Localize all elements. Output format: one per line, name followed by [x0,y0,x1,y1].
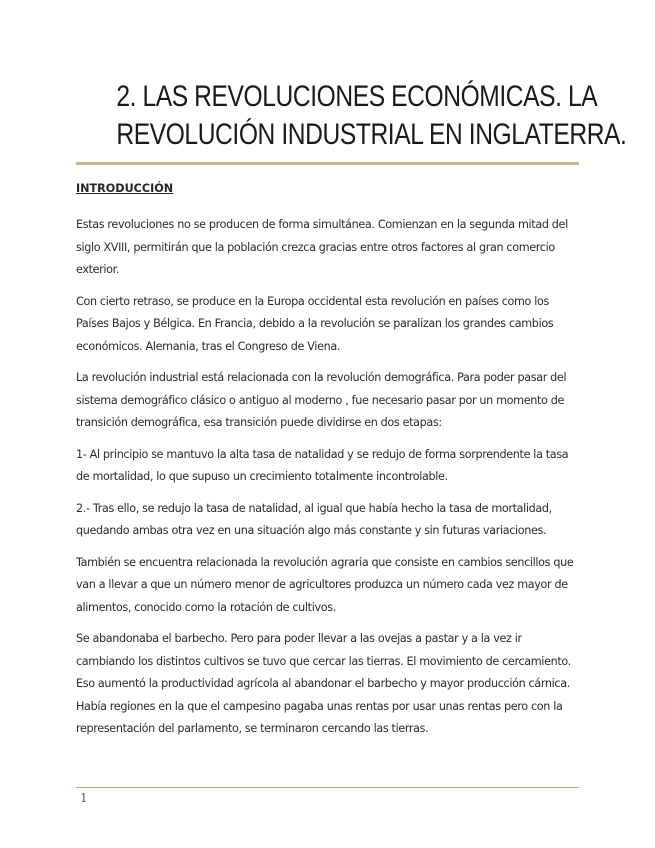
paragraph-1: Estas revoluciones no se producen de forma simultánea. Comienzan en la segunda mitad del siglo XVIII, permitirán que la población crezca gracias entre otros factores al gran comercio exterior. [76,218,568,276]
title-divider [76,162,579,165]
paragraph-3: La revolución industrial está relacionada con la revolución demográfica. Para poder pasar del sistema demográfico clásico o antiguo al moderno , fue necesario pasar por un momento de transición demográfica, esa transición puede dividirse en dos etapas: [76,371,567,429]
paragraph-5: 2.- Tras ello, se redujo la tasa de natalidad, al igual que había hecho la tasa de mortalidad, quedando ambas otra vez en una situación algo más constante y sin futuras variaciones. [76,501,552,537]
section-heading: INTRODUCCIÓN [76,182,174,195]
paragraph-4: 1- Al principio se mantuvo la alta tasa de natalidad y se redujo de forma sorprendente la tasa de mortalidad, lo que supuso un crecimiento totalmente incontrolable. [76,447,569,483]
paragraph-2: Con cierto retraso, se produce en la Europa occidental esta revolución en países como los Países Bajos y Bélgica. En Francia, debido a la revolución se paralizan los grandes cambios económicos. Alemania, tras el Congreso de Viena. [76,294,554,353]
page-number: 1 [80,791,88,805]
paragraph-7: Se abandonaba el barbecho. Pero para poder llevar a las ovejas a pastar y a la vez ir cambiando los distintos cultivos se tuvo que cercar las tierras. El movimiento de cercamiento. Eso aumentó la productividad agrícola al abandonar el barbecho y mayor producción cárnica. Había regiones en la que el campesino pagaba unas rentas por usar unas rentas pero con la representación del parlamento, se terminaron cercando las tierras. [76,632,571,735]
page-title [116,78,627,154]
document-body [76,178,579,750]
title-line-2: REVOLUCIÓN INDUSTRIAL EN INGLATERRA. [116,118,627,151]
paragraph-6: También se encuentra relacionada la revolución agraria que consiste en cambios sencillos que van a llevar a que un número menor de agricultores produzca un número cada vez mayor de alimentos, conocido como la rotación de cultivos. [76,555,574,614]
title-line-1: 2. LAS REVOLUCIONES ECONÓMICAS. LA [116,80,598,113]
footer-divider [76,787,579,788]
